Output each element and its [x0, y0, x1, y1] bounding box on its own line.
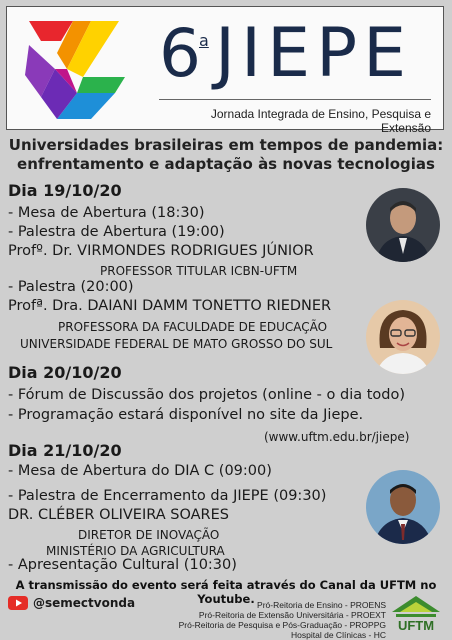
youtube-channel-link[interactable]: [8, 596, 135, 610]
day2-item-2: - Programação estará disponível no site da Jiepe.: [8, 407, 364, 423]
brand-title: JIEPE: [215, 14, 413, 93]
headline-line-2: enfrentamento e adaptação às novas tecnologias: [17, 155, 435, 173]
dept-hc: Hospital de Clínicas - HC: [291, 630, 386, 640]
day2-site-link[interactable]: (www.uftm.edu.br/jiepe): [264, 430, 410, 444]
day1-speaker-1-role: PROFESSOR TITULAR ICBN-UFTM: [100, 264, 298, 278]
day1-speaker-2-role-2: UNIVERSIDADE FEDERAL DE MATO GROSSO DO SUL: [20, 337, 333, 351]
day2-title: Dia 20/10/20: [8, 363, 122, 382]
edition-number: 6: [159, 15, 201, 92]
uftm-logo: [390, 594, 442, 636]
youtube-icon: [8, 596, 28, 610]
day1-item-1: - Mesa de Abertura (18:30): [8, 205, 205, 221]
headline-line-1: Universidades brasileiras em tempos de pandemia:: [8, 136, 444, 154]
broadcast-note: A transmissão do evento será feita através do Canal da UFTM no Youtube.: [15, 578, 437, 606]
speaker-2-photo: [366, 300, 440, 374]
day1-speaker-2-role-1: PROFESSORA DA FACULDADE DE EDUCAÇÃO: [58, 320, 328, 334]
day3-speaker-role-1: DIRETOR DE INOVAÇÃO: [78, 528, 220, 542]
jiepe-logo-icon: [21, 15, 127, 123]
dept-proppg: Pró-Reitoria de Pesquisa e Pós-Graduação - PROPPG: [178, 620, 386, 630]
day3-item-3: - Apresentação Cultural (10:30): [8, 557, 237, 573]
day1-item-3: - Palestra (20:00): [8, 279, 134, 295]
day3-title: Dia 21/10/20: [8, 441, 122, 460]
youtube-handle: @semectvonda: [33, 596, 136, 610]
day1-item-2: - Palestra de Abertura (19:00): [8, 224, 225, 240]
day3-item-2: - Palestra de Encerramento da JIEPE (09:30): [8, 488, 327, 504]
organizer-list: [179, 600, 386, 640]
day2-item-1: - Fórum de Discussão dos projetos (online - o dia todo): [8, 387, 406, 403]
dept-proens: Pró-Reitoria de Ensino - PROENS: [257, 600, 386, 610]
day3-speaker: DR. CLÉBER OLIVEIRA SOARES: [8, 507, 229, 523]
day1-speaker-2: Profª. Dra. DAIANI DAMM TONETTO RIEDNER: [8, 298, 332, 314]
edition-suffix: a: [199, 31, 209, 50]
dept-proext: Pró-Reitoria de Extensão Universitária - PROEXT: [198, 610, 386, 620]
day1-speaker-1: Profº. Dr. VIRMONDES RODRIGUES JÚNIOR: [8, 243, 314, 259]
day3-speaker-role-2: MINISTÉRIO DA AGRICULTURA: [46, 544, 225, 558]
event-headline: [0, 136, 452, 174]
brand-tagline: Jornada Integrada de Ensino, Pesquisa e Extensão: [210, 107, 431, 135]
speaker-3-photo: [366, 470, 440, 544]
speaker-1-photo: [366, 188, 440, 262]
day1-title: Dia 19/10/20: [8, 181, 122, 200]
header-divider: [159, 99, 431, 100]
event-header: [6, 6, 444, 135]
uftm-logo-text: UFTM: [397, 618, 435, 633]
day3-item-1: - Mesa de Abertura do DIA C (09:00): [8, 463, 272, 479]
